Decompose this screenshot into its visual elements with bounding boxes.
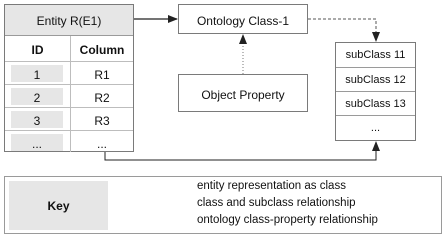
column-to-subclass-arrow xyxy=(105,142,376,160)
subclass-item xyxy=(336,91,415,116)
subclass-item xyxy=(336,115,415,140)
table-row xyxy=(5,84,133,108)
ontology-class-box xyxy=(178,4,308,34)
subclass-item xyxy=(336,43,415,67)
object-property-box xyxy=(178,74,308,112)
id-cell xyxy=(11,65,63,82)
subclass-label: subClass 13 xyxy=(345,98,406,110)
object-property-label: Object Property xyxy=(201,88,285,102)
column-value: R3 xyxy=(94,114,110,128)
class-to-subclass-arrow xyxy=(308,19,376,41)
column-value: R2 xyxy=(94,91,110,105)
table-row xyxy=(5,61,133,85)
id-value: 3 xyxy=(33,114,41,128)
key-text-solid: entity representation as class xyxy=(197,180,346,192)
id-cell xyxy=(11,134,63,151)
column-column-header xyxy=(71,36,133,62)
id-header-text: ID xyxy=(31,43,44,57)
column-value: ... xyxy=(96,137,107,151)
key-text-dashed: class and subclass relationship xyxy=(197,197,356,209)
column-value: R1 xyxy=(94,68,110,82)
column-cell xyxy=(71,65,133,82)
key-text-dotted: ontology class-property relationship xyxy=(197,214,378,226)
id-cell xyxy=(11,111,63,128)
subclass-label: subClass 12 xyxy=(345,74,406,86)
id-cell xyxy=(11,88,63,105)
subclass-label: subClass 11 xyxy=(345,49,406,61)
entity-table-title xyxy=(5,5,133,36)
subclass-label: ... xyxy=(370,122,381,134)
column-cell xyxy=(71,111,133,128)
entity-title-text: Entity R(E1) xyxy=(36,14,102,28)
column-cell xyxy=(71,134,133,151)
column-cell xyxy=(71,88,133,105)
id-value: ... xyxy=(31,137,42,151)
id-column-header xyxy=(5,36,70,62)
entity-table xyxy=(4,4,134,152)
table-row xyxy=(5,130,133,154)
id-value: 2 xyxy=(33,91,41,105)
key-panel xyxy=(4,176,442,234)
subclass-list xyxy=(335,42,416,141)
subclass-item xyxy=(336,67,415,92)
ontology-class-label: Ontology Class-1 xyxy=(196,14,290,28)
key-label-box xyxy=(9,181,108,230)
column-header-text: Column xyxy=(79,43,125,57)
table-row xyxy=(5,107,133,131)
id-value: 1 xyxy=(33,68,41,82)
key-label: Key xyxy=(47,199,70,213)
